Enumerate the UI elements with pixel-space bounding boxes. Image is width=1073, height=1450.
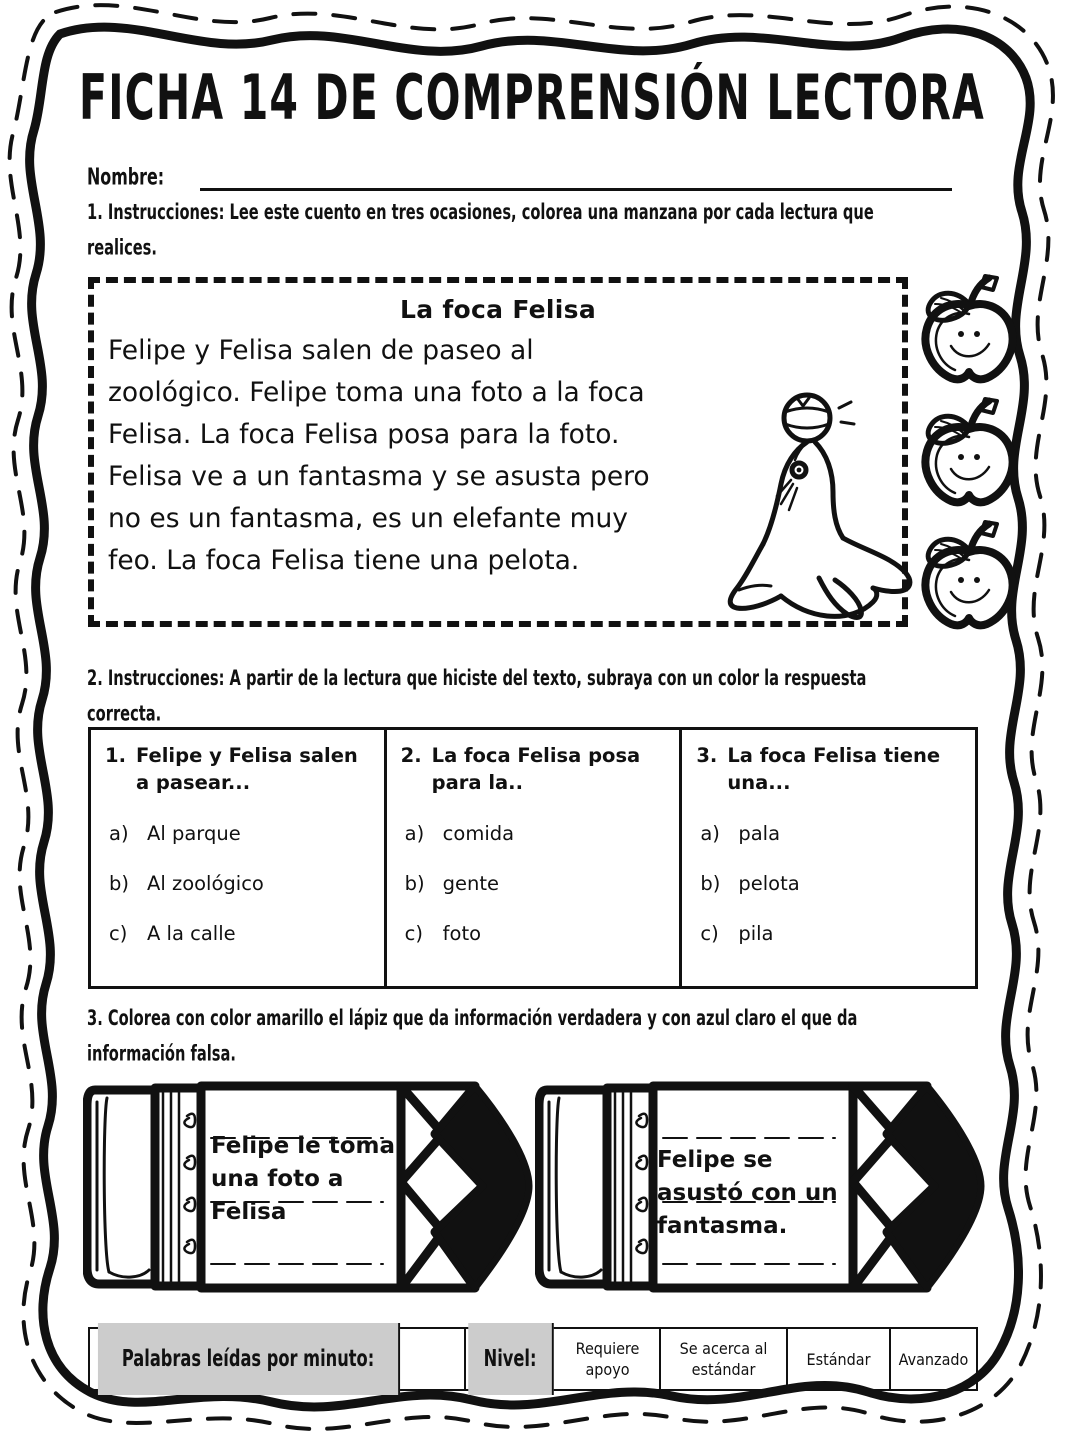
option-row[interactable]: [401, 922, 670, 946]
instruction-1: 1. Instrucciones: Lee este cuento en tres ocasiones, colorea una manzana por cada lectura que realices.: [87, 200, 874, 261]
questions-table: [88, 727, 978, 989]
question-options: [105, 822, 374, 946]
worksheet-content: [75, 62, 985, 1392]
level-option-se-acerca-al-estandar[interactable]: Se acerca al estándar: [661, 1329, 788, 1389]
seal-with-ball-icon: [723, 392, 923, 632]
option-key: c): [109, 922, 128, 945]
story-line: zoológico. Felipe toma una foto a la foca: [108, 377, 645, 408]
question-heading: [105, 742, 374, 796]
option-row[interactable]: [105, 872, 374, 896]
pencil-true-statement[interactable]: [83, 1072, 538, 1302]
assessment-table: [88, 1327, 978, 1391]
option-row[interactable]: [401, 872, 670, 896]
story-line: no es un fantasma, es un elefante muy: [108, 503, 628, 534]
name-label: Nombre:: [87, 164, 165, 191]
option-label: foto: [442, 922, 482, 945]
pencil-statement-text: Felipe le toma una foto a Felisa: [211, 1133, 395, 1225]
option-row[interactable]: [696, 922, 965, 946]
level-label: Nivel:: [468, 1323, 554, 1395]
option-label: Al zoológico: [147, 872, 264, 895]
option-key: b): [109, 872, 129, 895]
story-title: La foca Felisa: [399, 295, 597, 324]
option-label: comida: [442, 822, 515, 845]
option-label: A la calle: [147, 922, 236, 945]
option-row[interactable]: [696, 872, 965, 896]
option-label: gente: [442, 872, 500, 895]
level-option-estandar[interactable]: Estándar: [788, 1329, 891, 1389]
option-key: a): [404, 822, 425, 845]
question-column-1: [91, 730, 387, 986]
question-column-3: [682, 730, 975, 986]
level-option-requiere-apoyo[interactable]: Requiere apoyo: [556, 1329, 661, 1389]
question-number: 1.: [105, 744, 126, 767]
pencil-statement-text: Felipe se asustó con un fantasma.: [657, 1147, 838, 1239]
option-key: c): [700, 922, 719, 945]
option-key: a): [700, 822, 720, 845]
option-row[interactable]: [105, 822, 374, 846]
option-row[interactable]: [696, 822, 965, 846]
story-line: Felipe y Felisa salen de paseo al: [108, 335, 534, 366]
question-heading: [401, 742, 670, 796]
pencil-coloring-area: [83, 1072, 983, 1302]
words-per-minute-input[interactable]: [408, 1329, 466, 1389]
question-options: [401, 822, 670, 946]
question-column-2: [387, 730, 683, 986]
option-label: pelota: [738, 872, 800, 895]
apple-coloring-icons: [913, 270, 1033, 635]
question-text: La foca Felisa posa para la..: [431, 744, 641, 794]
words-per-minute-label: Palabras leídas por minuto:: [98, 1323, 400, 1395]
option-key: c): [404, 922, 424, 945]
question-number: 2.: [400, 744, 422, 767]
option-key: b): [404, 872, 425, 895]
pencil-false-statement[interactable]: [535, 1072, 990, 1302]
option-label: pila: [738, 922, 774, 945]
story-line: Felisa ve a un fantasma y se asusta pero: [108, 461, 650, 492]
option-row[interactable]: [105, 922, 374, 946]
option-label: Al parque: [147, 822, 241, 845]
question-number: 3.: [696, 744, 718, 767]
question-text: Felipe y Felisa salen a pasear...: [135, 744, 358, 794]
question-heading: [696, 742, 965, 796]
apple-icon[interactable]: [913, 393, 1025, 511]
instruction-3: 3. Colorea con color amarillo el lápiz que da información verdadera y con azul claro el que da información falsa.: [87, 1006, 858, 1067]
story-line: Felisa. La foca Felisa posa para la foto.: [108, 419, 620, 450]
instruction-2: 2. Instrucciones: A partir de la lectura que hiciste del texto, subraya con un color la respuesta correcta.: [87, 666, 867, 727]
apple-icon[interactable]: [913, 270, 1025, 388]
option-label: pala: [738, 822, 781, 845]
option-key: a): [109, 822, 129, 845]
level-option-avanzado[interactable]: Avanzado: [898, 1349, 969, 1369]
question-options: [696, 822, 965, 946]
question-text: La foca Felisa tiene una...: [727, 744, 941, 794]
apple-icon[interactable]: [913, 516, 1025, 634]
name-input-line[interactable]: [200, 188, 952, 191]
story-line: feo. La foca Felisa tiene una pelota.: [108, 545, 580, 576]
name-row: [87, 164, 967, 194]
option-key: b): [700, 872, 721, 895]
option-row[interactable]: [401, 822, 670, 846]
page-title: FICHA 14 DE COMPRENSIÓN LECTORA: [79, 62, 985, 135]
